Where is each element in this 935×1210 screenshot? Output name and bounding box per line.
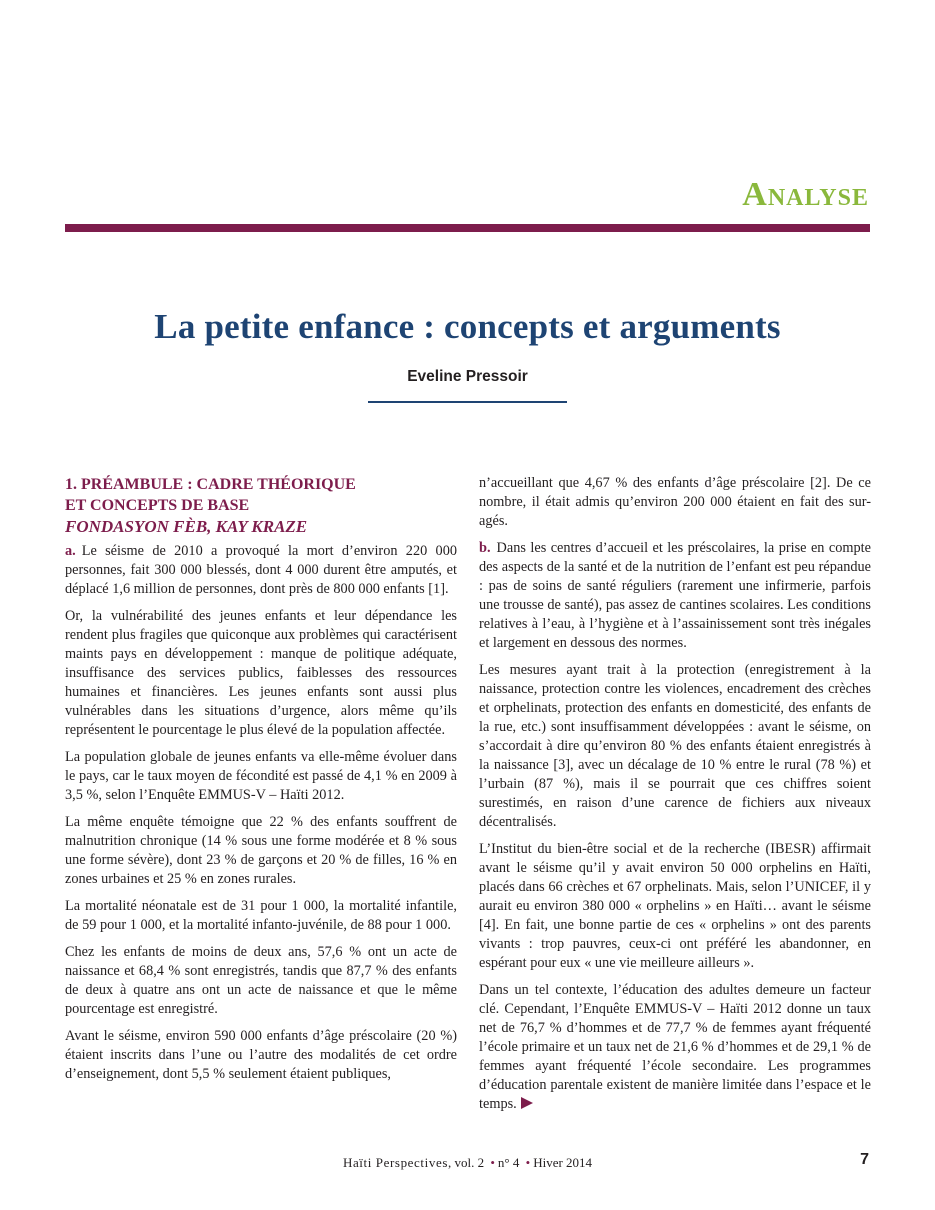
section-label: Analyse	[742, 176, 869, 213]
paragraph: La population globale de jeunes enfants va elle-même évoluer dans le pays, car le taux moyen de fécondité est passé de 4,1 % en 2009 à 3,5 %, selon l’Enquête EMMUS-V – Haïti 2012.	[65, 749, 457, 803]
right-column	[479, 474, 871, 1122]
footer-separator: •	[525, 1155, 531, 1170]
section-heading	[65, 474, 457, 516]
paragraph-text: Dans les centres d’accueil et les préscolaires, la prise en compte des aspects de la santé et de la nutrition de l’enfant est peu répandue : pas de soins de santé réguliers (rarement une infirmerie, parfois une trousse de santé), pas assez de cantines scolaires. Les conditions relatives à l’eau, à l’hygiène et à l’assainissement sont très inégales et largement en dessous des normes.	[479, 540, 871, 651]
section-heading-line2: ET CONCEPTS DE BASE	[65, 497, 250, 514]
article-title: La petite enfance : concepts et arguments	[154, 307, 781, 346]
paragraph	[65, 542, 457, 599]
journal-volume: , vol. 2	[447, 1155, 485, 1170]
paragraph	[479, 981, 871, 1114]
header-rule	[65, 224, 870, 232]
footer-separator: •	[490, 1155, 495, 1170]
paragraph: Avant le séisme, environ 590 000 enfants d’âge préscolaire (20 %) étaient inscrits dans l’une ou l’autre des modalités de cet ordre d’enseignement, dont 5,5 % seulement étaient publiques,	[65, 1028, 457, 1082]
paragraph: L’Institut du bien-être social et de la recherche (IBESR) affirmait avant le séisme qu’il y avait environ 50 000 orphelins en Haïti, placés dans 66 crèches et 67 orphelinats. Mais, selon l’UNICEF, il y aurait eu environ 380 000 « orphelins » en Haïti… avant le séisme [4]. En fait, une bonne partie de ces « orphelins » ont des parents vivants : trop pauvres, ceux-ci ont préféré les abandonner, en espérant pour eux « une vie meilleure ailleurs ».	[479, 841, 871, 971]
journal-issue: n° 4	[497, 1155, 520, 1170]
page-footer	[0, 1155, 935, 1171]
paragraph: La mortalité néonatale est de 31 pour 1 000, la mortalité infantile, de 59 pour 1 000, et la mortalité infanto-juvénile, de 88 pour 1 000.	[65, 898, 457, 933]
left-column	[65, 474, 457, 1092]
section-subheading: FONDASYON FÈB, KAY KRAZE	[65, 517, 308, 536]
page-number: 7	[860, 1151, 869, 1168]
paragraph-marker: a.	[65, 543, 76, 559]
journal-season: Hiver 2014	[533, 1155, 593, 1170]
paragraph-text: Dans un tel contexte, l’éducation des adultes demeure un facteur clé. Cependant, l’Enquête EMMUS-V – Haïti 2012 donne un taux net de 76,7 % d’hommes et de 77,7 % de femmes ayant fréquenté l’école primaire et un taux net de 21,6 % d’hommes et de 29,1 % de femmes ayant fréquenté l’école secondaire. Les programmes d’éducation parentale existent de manière limitée dans l’espace et le temps.	[479, 982, 871, 1112]
paragraph-marker: b.	[479, 540, 491, 556]
author-divider	[368, 401, 567, 403]
paragraph: Les mesures ayant trait à la protection (enregistrement à la naissance, protection contre les violences, encadrement des crèches et orphelinats, protection des enfants en domesticité, des enfants de la rue, etc.) sont insuffisamment développées : avant le séisme, on s’accordait à dire qu’environ 80 % des enfants étaient enregistrés à la naissance [3], avec un décalage de 10 % entre le rural (78 %) et l’urbain (87 %), mais il se pourrait que ces chiffres soient surestimés, en raison d’une carence de fichiers aux niveaux décentralisés.	[479, 662, 871, 830]
triangle-right-icon	[521, 1097, 533, 1109]
section-heading-line1: 1. PRÉAMBULE : CADRE THÉORIQUE	[65, 476, 356, 493]
article-author: Eveline Pressoir	[407, 368, 528, 385]
paragraph	[479, 539, 871, 653]
paragraph: n’accueillant que 4,67 % des enfants d’âge préscolaire [2]. De ce nombre, il était admis qu’environ 200 000 étaient en fait des sur-agés.	[479, 475, 871, 529]
paragraph-text: Le séisme de 2010 a provoqué la mort d’environ 220 000 personnes, fait 300 000 blessés, dont 4 000 durent être amputés, et déplacé 1,6 million de personnes, dont près de 800 000 enfants [1].	[65, 543, 457, 597]
paragraph: La même enquête témoigne que 22 % des enfants souffrent de malnutrition chronique (14 % sous une forme modérée et 8 % sous une forme sévère), dont 23 % de garçons et 20 % de filles, 16 % en zones urbaines et 25 % en zones rurales.	[65, 814, 457, 887]
paragraph: Chez les enfants de moins de deux ans, 57,6 % ont un acte de naissance et 68,4 % sont enregistrés, tandis que 87,7 % des enfants de deux à quatre ans ont un acte de naissance et que le même pourcentage est enregistré.	[65, 944, 457, 1017]
paragraph: Or, la vulnérabilité des jeunes enfants et leur dépendance les rendent plus fragiles que quiconque aux problèmes qui caractérisent maints pays en développement : manque de politique adéquate, insuffisance des services publics, faiblesses des ressources humaines et financières. Les jeunes enfants sont aussi plus vulnérables dans les situations d’urgence, alors même qu’ils représentent le pourcentage le plus élevé de la population affectée.	[65, 608, 457, 738]
journal-name: Haïti Perspectives	[342, 1155, 448, 1170]
